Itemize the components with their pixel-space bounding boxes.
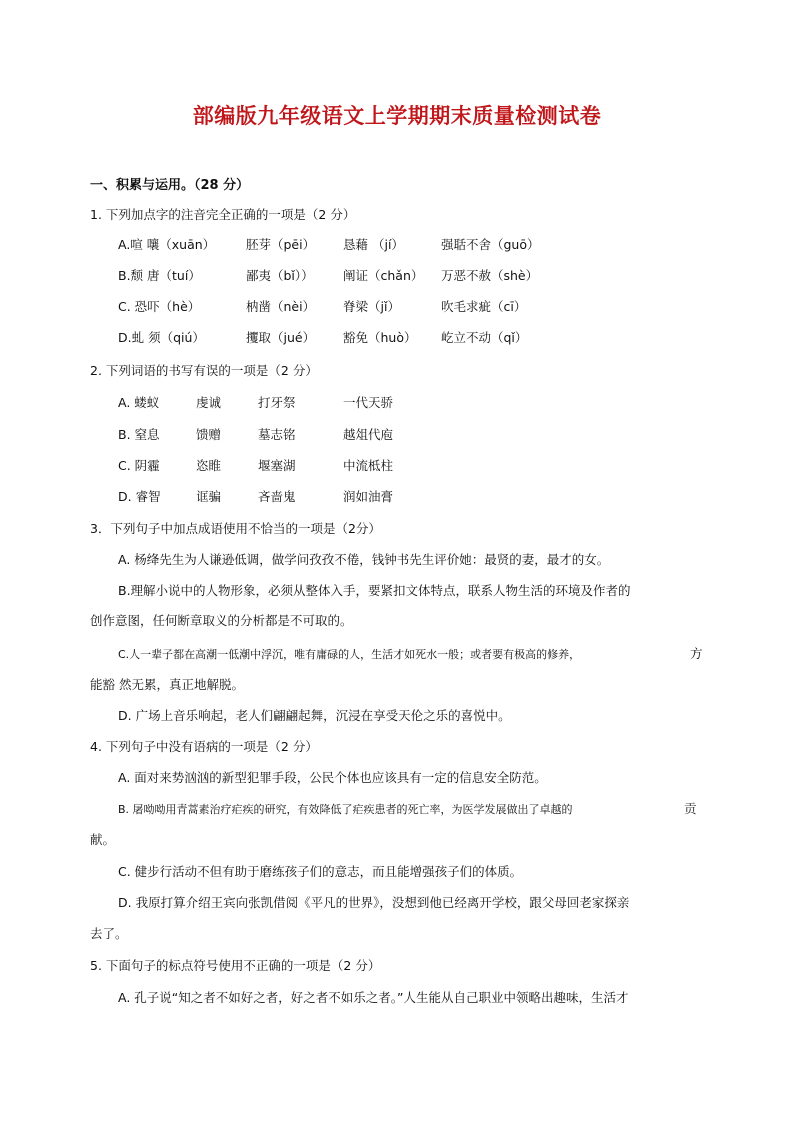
q4-option-b-line-1-end: 贡 (684, 801, 697, 816)
q2-option-b-1: B. 窒息 (118, 427, 160, 442)
q4-option-c: C. 健步行活动不但有助于磨练孩子们的意志，而且能增强孩子们的体质。 (118, 864, 523, 879)
q2-option-c-4: 中流柢柱 (343, 458, 394, 473)
q1-option-c-2: 枘凿（nèi） (246, 299, 316, 314)
q2-option-a-2: 虔诚 (196, 395, 222, 410)
q4-option-b-line-2: 献。 (90, 832, 116, 847)
q1-option-b-3: 阐证（chǎn） (343, 268, 424, 283)
section-heading: 一、积累与运用。（28 分） (90, 178, 250, 193)
q3-option-d: D. 广场上音乐响起，老人们翩翩起舞，沉浸在享受天伦之乐的喜悦中。 (118, 708, 511, 723)
q1-option-a-1: A.喧 嚷（xuān） (118, 237, 216, 252)
q3-option-c-line-1: C.人一辈子都在高潮一低潮中浮沉，唯有庸碌的人，生活才如死水一般；或者要有极高的修养， (118, 648, 581, 661)
q2-option-a-4: 一代天骄 (343, 395, 394, 410)
q1-option-b-4: 万恶不赦（shè） (441, 268, 539, 283)
q2-option-c-3: 堰塞湖 (258, 458, 296, 473)
question-2-stem: 2. 下列词语的书写有误的一项是（2 分） (90, 363, 318, 378)
q4-option-d-line-2: 去了。 (90, 926, 128, 941)
q2-option-d-3: 吝啬鬼 (258, 489, 296, 504)
q1-option-d-3: 豁免（huò） (343, 330, 417, 345)
q1-option-c-4: 吹毛求疵（cī） (441, 299, 527, 314)
question-3-stem: 3．下列句子中加点成语使用不恰当的一项是（2分） (90, 521, 381, 536)
q2-option-b-4: 越俎代庖 (343, 427, 394, 442)
q1-option-c-3: 脊梁（jǐ） (343, 299, 400, 314)
q1-option-a-3: 恳藉 （jí） (343, 237, 404, 252)
q1-option-b-1: B.颓 唐（tuí） (118, 268, 201, 283)
q3-option-a: A. 杨绛先生为人谦逊低调，做学问孜孜不倦，钱钟书先生评价她：最贤的妻，最才的女。 (118, 552, 610, 567)
q4-option-a: A. 面对来势汹汹的新型犯罪手段，公民个体也应该具有一定的信息安全防范。 (118, 770, 547, 785)
q2-option-d-4: 润如油膏 (343, 489, 394, 504)
q2-option-d-1: D. 睿智 (118, 489, 161, 504)
document-title: 部编版九年级语文上学期期末质量检测试卷 (192, 103, 602, 128)
q3-option-c-line-1-end: 方 (690, 646, 703, 661)
q3-option-c-line-2: 能豁 然无累，真正地解脱。 (90, 677, 244, 692)
q3-option-b-line-1: B.理解小说中的人物形象，必须从整体入手，要紧扣文体特点，联系人物生活的环境及作者的 (118, 583, 631, 598)
q2-option-a-3: 打牙祭 (258, 395, 296, 410)
q1-option-a-2: 胚芽（pēi） (246, 237, 316, 252)
q1-option-d-4: 屹立不动（qǐ） (441, 330, 528, 345)
question-4-stem: 4. 下列句子中没有语病的一项是（2 分） (90, 739, 318, 754)
q1-option-a-4: 强聒不舍（guō） (441, 237, 540, 252)
question-5-stem: 5. 下面句子的标点符号使用不正确的一项是（2 分） (90, 958, 381, 973)
question-1-stem: 1. 下列加点字的注音完全正确的一项是（2 分） (90, 207, 356, 222)
q1-option-b-2: 鄙夷（bǐ）） (246, 268, 314, 283)
q2-option-b-2: 馈赠 (196, 427, 222, 442)
q1-option-d-1: D.虬 须（qiú） (118, 330, 205, 345)
q2-option-c-1: C. 阴霾 (118, 458, 160, 473)
q1-option-c-1: C. 恐吓（hè） (118, 299, 201, 314)
q1-option-d-2: 攫取（jué） (246, 330, 316, 345)
q5-option-a-line-1: A. 孔子说“知之者不如好之者，好之者不如乐之者。”人生能从自己职业中领略出趣味，生活才 (118, 990, 629, 1005)
q2-option-a-1: A. 蝼蚁 (118, 395, 160, 410)
q2-option-b-3: 墓志铭 (258, 427, 296, 442)
q2-option-c-2: 恣睢 (196, 458, 222, 473)
q4-option-d-line-1: D. 我原打算介绍王宾向张凯借阅《平凡的世界》，没想到他已经离开学校，跟父母回老家探亲 (118, 895, 630, 910)
q4-option-b-line-1: B. 屠呦呦用青蒿素治疗疟疾的研究，有效降低了疟疾患者的死亡率，为医学发展做出了卓越的 (118, 803, 573, 816)
q2-option-d-2: 诓骗 (196, 489, 222, 504)
q3-option-b-line-2: 创作意图，任何断章取义的分析都是不可取的。 (90, 613, 353, 628)
